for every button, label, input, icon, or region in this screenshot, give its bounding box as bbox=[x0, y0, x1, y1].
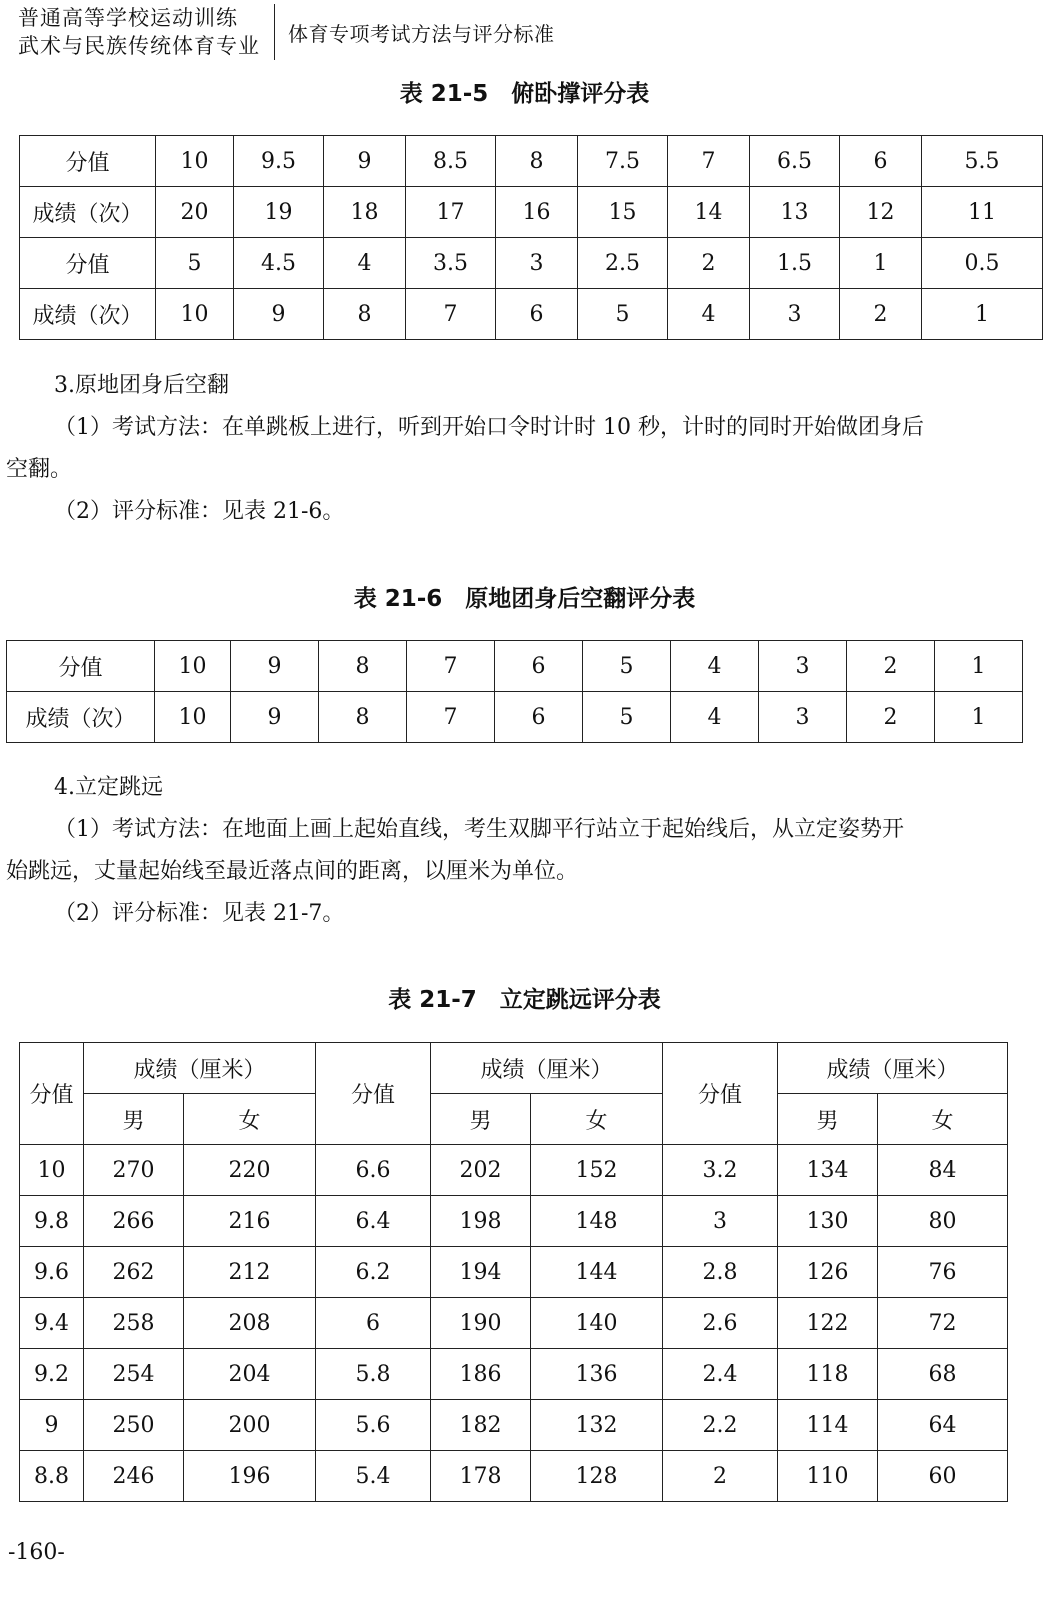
table-cell: 128 bbox=[531, 1451, 663, 1502]
table-21-7-header-row-2 bbox=[20, 1094, 1008, 1145]
table-cell: 7 bbox=[406, 289, 496, 340]
table-cell: 7 bbox=[668, 136, 750, 187]
table-cell: 6 bbox=[496, 289, 578, 340]
table-cell: 9.5 bbox=[234, 136, 324, 187]
running-header bbox=[18, 4, 638, 62]
table-cell: 9 bbox=[234, 289, 324, 340]
table-cell: 6 bbox=[316, 1298, 431, 1349]
table-cell: 202 bbox=[431, 1145, 531, 1196]
header-male: 男 bbox=[778, 1094, 878, 1145]
section-4-heading: 4.立定跳远 bbox=[54, 775, 163, 800]
table-cell: 3 bbox=[759, 692, 847, 743]
table-cell: 3.5 bbox=[406, 238, 496, 289]
table-cell: 208 bbox=[184, 1298, 316, 1349]
table-cell: 258 bbox=[84, 1298, 184, 1349]
table-cell: 20 bbox=[156, 187, 234, 238]
table-row bbox=[20, 1298, 1008, 1349]
table-cell: 64 bbox=[878, 1400, 1008, 1451]
table-cell: 200 bbox=[184, 1400, 316, 1451]
book-title-line-1: 普通高等学校运动训练 bbox=[18, 6, 238, 30]
table-cell: 212 bbox=[184, 1247, 316, 1298]
table-cell: 2 bbox=[663, 1451, 778, 1502]
table-cell: 2 bbox=[847, 692, 935, 743]
table-row bbox=[20, 1451, 1008, 1502]
table-cell: 266 bbox=[84, 1196, 184, 1247]
table-cell: 0.5 bbox=[922, 238, 1043, 289]
table-cell: 5 bbox=[578, 289, 668, 340]
table-cell: 4 bbox=[671, 641, 759, 692]
header-divider bbox=[274, 4, 275, 60]
row-label-cell: 8.8 bbox=[20, 1451, 84, 1502]
table-cell: 270 bbox=[84, 1145, 184, 1196]
table-cell: 10 bbox=[156, 289, 234, 340]
table-cell: 3 bbox=[496, 238, 578, 289]
table-21-7-title: 表 21-7 立定跳远评分表 bbox=[388, 987, 661, 1013]
table-cell: 1.5 bbox=[750, 238, 840, 289]
table-cell: 194 bbox=[431, 1247, 531, 1298]
table-cell: 220 bbox=[184, 1145, 316, 1196]
book-title-line-2: 武术与民族传统体育专业 bbox=[18, 34, 260, 58]
table-cell: 178 bbox=[431, 1451, 531, 1502]
book-title bbox=[18, 4, 260, 60]
header-female: 女 bbox=[531, 1094, 663, 1145]
table-cell: 12 bbox=[840, 187, 922, 238]
table-21-7 bbox=[19, 1042, 1008, 1502]
table-cell: 84 bbox=[878, 1145, 1008, 1196]
table-cell: 11 bbox=[922, 187, 1043, 238]
row-label-cell: 9.8 bbox=[20, 1196, 84, 1247]
table-cell: 196 bbox=[184, 1451, 316, 1502]
row-label-cell: 成绩（次） bbox=[20, 187, 156, 238]
table-cell: 18 bbox=[324, 187, 406, 238]
table-cell: 10 bbox=[156, 136, 234, 187]
table-cell: 7.5 bbox=[578, 136, 668, 187]
row-label-cell: 分值 bbox=[20, 238, 156, 289]
table-21-5-title: 表 21-5 俯卧撑评分表 bbox=[399, 81, 650, 107]
row-label-cell: 成绩（次） bbox=[7, 692, 155, 743]
table-cell: 136 bbox=[531, 1349, 663, 1400]
header-score: 分值 bbox=[663, 1043, 778, 1145]
section-4-method-line-1: （1）考试方法：在地面上画上起始直线，考生双脚平行站立于起始线后，从立定姿势开 bbox=[54, 817, 904, 842]
table-cell: 2 bbox=[668, 238, 750, 289]
table-cell: 8 bbox=[319, 641, 407, 692]
table-cell: 5.4 bbox=[316, 1451, 431, 1502]
header-male: 男 bbox=[431, 1094, 531, 1145]
page-number: -160- bbox=[8, 1540, 65, 1565]
header-score: 分值 bbox=[316, 1043, 431, 1145]
row-label-cell: 9.6 bbox=[20, 1247, 84, 1298]
section-3-method-line-1: （1）考试方法：在单跳板上进行，听到开始口令时计时 10 秒，计时的同时开始做团身后 bbox=[54, 415, 924, 440]
section-3-standard: （2）评分标准：见表 21-6。 bbox=[54, 499, 345, 524]
table-cell: 80 bbox=[878, 1196, 1008, 1247]
table-cell: 7 bbox=[407, 692, 495, 743]
table-cell: 246 bbox=[84, 1451, 184, 1502]
table-cell: 3.2 bbox=[663, 1145, 778, 1196]
table-cell: 17 bbox=[406, 187, 496, 238]
table-row bbox=[20, 187, 1043, 238]
table-cell: 8 bbox=[496, 136, 578, 187]
table-cell: 186 bbox=[431, 1349, 531, 1400]
table-cell: 14 bbox=[668, 187, 750, 238]
table-cell: 2.8 bbox=[663, 1247, 778, 1298]
table-cell: 5.8 bbox=[316, 1349, 431, 1400]
table-cell: 2.2 bbox=[663, 1400, 778, 1451]
table-cell: 4 bbox=[671, 692, 759, 743]
table-row bbox=[20, 1247, 1008, 1298]
table-cell: 8.5 bbox=[406, 136, 496, 187]
table-cell: 6 bbox=[840, 136, 922, 187]
row-label-cell: 10 bbox=[20, 1145, 84, 1196]
table-row bbox=[20, 1400, 1008, 1451]
table-21-5 bbox=[19, 135, 1043, 340]
table-cell: 122 bbox=[778, 1298, 878, 1349]
row-label-cell: 9 bbox=[20, 1400, 84, 1451]
section-3-method-line-2: 空翻。 bbox=[6, 457, 73, 482]
table-cell: 114 bbox=[778, 1400, 878, 1451]
table-cell: 68 bbox=[878, 1349, 1008, 1400]
table-cell: 6.4 bbox=[316, 1196, 431, 1247]
table-cell: 144 bbox=[531, 1247, 663, 1298]
table-cell: 16 bbox=[496, 187, 578, 238]
table-row bbox=[20, 1145, 1008, 1196]
table-cell: 132 bbox=[531, 1400, 663, 1451]
table-cell: 3 bbox=[759, 641, 847, 692]
table-cell: 250 bbox=[84, 1400, 184, 1451]
table-cell: 6 bbox=[495, 641, 583, 692]
table-cell: 7 bbox=[407, 641, 495, 692]
chapter-title: 体育专项考试方法与评分标准 bbox=[288, 22, 555, 46]
table-cell: 148 bbox=[531, 1196, 663, 1247]
table-cell: 152 bbox=[531, 1145, 663, 1196]
header-result: 成绩（厘米） bbox=[84, 1043, 316, 1094]
table-cell: 2 bbox=[840, 289, 922, 340]
table-cell: 60 bbox=[878, 1451, 1008, 1502]
table-row bbox=[20, 1349, 1008, 1400]
table-cell: 5 bbox=[583, 692, 671, 743]
table-cell: 2.4 bbox=[663, 1349, 778, 1400]
table-cell: 6.5 bbox=[750, 136, 840, 187]
table-cell: 2 bbox=[847, 641, 935, 692]
table-cell: 134 bbox=[778, 1145, 878, 1196]
row-label-cell: 9.4 bbox=[20, 1298, 84, 1349]
table-cell: 130 bbox=[778, 1196, 878, 1247]
table-cell: 204 bbox=[184, 1349, 316, 1400]
header-result: 成绩（厘米） bbox=[778, 1043, 1008, 1094]
table-row bbox=[7, 692, 1023, 743]
table-cell: 5.6 bbox=[316, 1400, 431, 1451]
table-cell: 10 bbox=[155, 692, 231, 743]
table-cell: 9 bbox=[231, 692, 319, 743]
table-cell: 4 bbox=[324, 238, 406, 289]
header-male: 男 bbox=[84, 1094, 184, 1145]
header-female: 女 bbox=[878, 1094, 1008, 1145]
table-cell: 262 bbox=[84, 1247, 184, 1298]
section-3-heading: 3.原地团身后空翻 bbox=[54, 373, 229, 398]
table-cell: 5 bbox=[583, 641, 671, 692]
table-cell: 9 bbox=[231, 641, 319, 692]
table-cell: 254 bbox=[84, 1349, 184, 1400]
table-cell: 6.6 bbox=[316, 1145, 431, 1196]
table-cell: 182 bbox=[431, 1400, 531, 1451]
row-label-cell: 分值 bbox=[7, 641, 155, 692]
table-cell: 110 bbox=[778, 1451, 878, 1502]
table-cell: 5 bbox=[156, 238, 234, 289]
table-cell: 140 bbox=[531, 1298, 663, 1349]
table-cell: 1 bbox=[935, 641, 1023, 692]
table-cell: 126 bbox=[778, 1247, 878, 1298]
table-cell: 76 bbox=[878, 1247, 1008, 1298]
table-cell: 4.5 bbox=[234, 238, 324, 289]
row-label-cell: 成绩（次） bbox=[20, 289, 156, 340]
table-cell: 1 bbox=[922, 289, 1043, 340]
table-21-6-title: 表 21-6 原地团身后空翻评分表 bbox=[353, 586, 696, 612]
table-cell: 3 bbox=[750, 289, 840, 340]
table-cell: 3 bbox=[663, 1196, 778, 1247]
table-cell: 15 bbox=[578, 187, 668, 238]
section-4-method-line-2: 始跳远，丈量起始线至最近落点间的距离，以厘米为单位。 bbox=[6, 859, 579, 884]
table-cell: 19 bbox=[234, 187, 324, 238]
table-cell: 10 bbox=[155, 641, 231, 692]
table-row bbox=[20, 238, 1043, 289]
table-21-6 bbox=[6, 640, 1023, 743]
table-cell: 2.5 bbox=[578, 238, 668, 289]
table-21-7-header-row-1 bbox=[20, 1043, 1008, 1094]
table-cell: 5.5 bbox=[922, 136, 1043, 187]
table-cell: 8 bbox=[324, 289, 406, 340]
section-4-standard: （2）评分标准：见表 21-7。 bbox=[54, 901, 345, 926]
header-result: 成绩（厘米） bbox=[431, 1043, 663, 1094]
table-cell: 2.6 bbox=[663, 1298, 778, 1349]
table-cell: 118 bbox=[778, 1349, 878, 1400]
row-label-cell: 分值 bbox=[20, 136, 156, 187]
table-row bbox=[20, 136, 1043, 187]
table-cell: 72 bbox=[878, 1298, 1008, 1349]
table-row bbox=[20, 1196, 1008, 1247]
table-row bbox=[7, 641, 1023, 692]
table-cell: 216 bbox=[184, 1196, 316, 1247]
header-female: 女 bbox=[184, 1094, 316, 1145]
header-score: 分值 bbox=[20, 1043, 84, 1145]
table-cell: 9 bbox=[324, 136, 406, 187]
table-row bbox=[20, 289, 1043, 340]
row-label-cell: 9.2 bbox=[20, 1349, 84, 1400]
table-cell: 13 bbox=[750, 187, 840, 238]
table-cell: 8 bbox=[319, 692, 407, 743]
table-cell: 6.2 bbox=[316, 1247, 431, 1298]
table-cell: 190 bbox=[431, 1298, 531, 1349]
table-cell: 1 bbox=[840, 238, 922, 289]
table-cell: 4 bbox=[668, 289, 750, 340]
table-cell: 6 bbox=[495, 692, 583, 743]
table-cell: 198 bbox=[431, 1196, 531, 1247]
table-cell: 1 bbox=[935, 692, 1023, 743]
